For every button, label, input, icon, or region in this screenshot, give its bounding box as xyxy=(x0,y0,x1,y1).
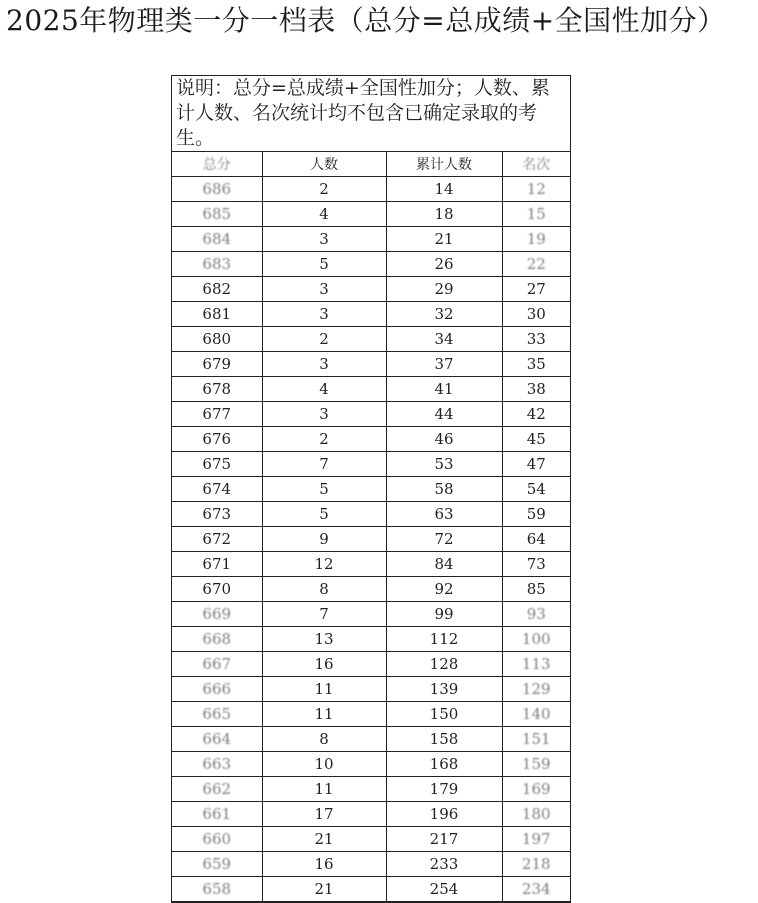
cell-rank: 93 xyxy=(502,602,570,627)
cell-count: 4 xyxy=(262,377,386,402)
cell-rank: 113 xyxy=(502,652,570,677)
table-row xyxy=(172,477,570,502)
table-row xyxy=(172,827,570,852)
cell-rank: 19 xyxy=(502,227,570,252)
cell-score: 665 xyxy=(172,702,262,727)
cell-score: 669 xyxy=(172,602,262,627)
page-title: 2025年物理类一分一档表（总分=总成绩+全国性加分） xyxy=(6,4,726,37)
cell-score: 684 xyxy=(172,227,262,252)
cell-count: 3 xyxy=(262,277,386,302)
cell-cumulative: 99 xyxy=(386,602,502,627)
table-row xyxy=(172,277,570,302)
header-cumulative: 累计人数 xyxy=(386,152,502,177)
cell-cumulative: 37 xyxy=(386,352,502,377)
cell-count: 5 xyxy=(262,477,386,502)
cell-count: 12 xyxy=(262,552,386,577)
cell-rank: 64 xyxy=(502,527,570,552)
cell-score: 675 xyxy=(172,452,262,477)
cell-cumulative: 58 xyxy=(386,477,502,502)
cell-score: 686 xyxy=(172,177,262,202)
cell-score: 668 xyxy=(172,627,262,652)
table-row xyxy=(172,377,570,402)
cell-cumulative: 128 xyxy=(386,652,502,677)
cell-score: 658 xyxy=(172,877,262,902)
cell-score: 682 xyxy=(172,277,262,302)
cell-score: 659 xyxy=(172,852,262,877)
cell-count: 7 xyxy=(262,602,386,627)
cell-rank: 140 xyxy=(502,702,570,727)
table-row xyxy=(172,702,570,727)
cell-rank: 47 xyxy=(502,452,570,477)
cell-count: 2 xyxy=(262,327,386,352)
cell-rank: 27 xyxy=(502,277,570,302)
cell-cumulative: 18 xyxy=(386,202,502,227)
cell-count: 8 xyxy=(262,577,386,602)
cell-cumulative: 41 xyxy=(386,377,502,402)
cell-score: 674 xyxy=(172,477,262,502)
cell-cumulative: 150 xyxy=(386,702,502,727)
cell-score: 681 xyxy=(172,302,262,327)
cell-score: 677 xyxy=(172,402,262,427)
table-row xyxy=(172,727,570,752)
cell-rank: 234 xyxy=(502,877,570,902)
table-row xyxy=(172,852,570,877)
cell-cumulative: 72 xyxy=(386,527,502,552)
cell-rank: 159 xyxy=(502,752,570,777)
cell-rank: 100 xyxy=(502,627,570,652)
cell-rank: 30 xyxy=(502,302,570,327)
header-count: 人数 xyxy=(262,152,386,177)
cell-rank: 22 xyxy=(502,252,570,277)
table-row xyxy=(172,577,570,602)
table-row xyxy=(172,427,570,452)
cell-cumulative: 158 xyxy=(386,727,502,752)
cell-score: 667 xyxy=(172,652,262,677)
table-row xyxy=(172,602,570,627)
cell-count: 11 xyxy=(262,777,386,802)
table-row xyxy=(172,527,570,552)
cell-score: 670 xyxy=(172,577,262,602)
cell-count: 13 xyxy=(262,627,386,652)
table-row xyxy=(172,302,570,327)
cell-rank: 73 xyxy=(502,552,570,577)
cell-rank: 218 xyxy=(502,852,570,877)
cell-count: 8 xyxy=(262,727,386,752)
cell-count: 2 xyxy=(262,427,386,452)
cell-cumulative: 179 xyxy=(386,777,502,802)
cell-count: 4 xyxy=(262,202,386,227)
cell-score: 671 xyxy=(172,552,262,577)
table-row xyxy=(172,677,570,702)
cell-cumulative: 92 xyxy=(386,577,502,602)
cell-cumulative: 32 xyxy=(386,302,502,327)
table-row xyxy=(172,227,570,252)
cell-score: 683 xyxy=(172,252,262,277)
table-row xyxy=(172,877,570,902)
cell-count: 21 xyxy=(262,827,386,852)
cell-rank: 151 xyxy=(502,727,570,752)
cell-rank: 85 xyxy=(502,577,570,602)
table-note: 说明：总分=总成绩+全国性加分；人数、累计人数、名次统计均不包含已确定录取的考生。 xyxy=(172,76,570,152)
cell-score: 678 xyxy=(172,377,262,402)
cell-rank: 197 xyxy=(502,827,570,852)
cell-count: 17 xyxy=(262,802,386,827)
table-row xyxy=(172,652,570,677)
cell-count: 5 xyxy=(262,252,386,277)
cell-cumulative: 53 xyxy=(386,452,502,477)
cell-count: 10 xyxy=(262,752,386,777)
cell-rank: 169 xyxy=(502,777,570,802)
cell-count: 3 xyxy=(262,227,386,252)
cell-score: 663 xyxy=(172,752,262,777)
table-row xyxy=(172,552,570,577)
cell-rank: 54 xyxy=(502,477,570,502)
cell-rank: 33 xyxy=(502,327,570,352)
table-row xyxy=(172,202,570,227)
cell-count: 2 xyxy=(262,177,386,202)
cell-cumulative: 112 xyxy=(386,627,502,652)
table-row xyxy=(172,802,570,827)
table-row xyxy=(172,627,570,652)
table-row xyxy=(172,502,570,527)
cell-cumulative: 84 xyxy=(386,552,502,577)
cell-cumulative: 34 xyxy=(386,327,502,352)
cell-cumulative: 254 xyxy=(386,877,502,902)
cell-rank: 15 xyxy=(502,202,570,227)
cell-cumulative: 46 xyxy=(386,427,502,452)
cell-score: 662 xyxy=(172,777,262,802)
cell-cumulative: 14 xyxy=(386,177,502,202)
cell-score: 685 xyxy=(172,202,262,227)
cell-count: 21 xyxy=(262,877,386,902)
score-grid xyxy=(172,152,570,902)
table-row xyxy=(172,402,570,427)
table-row xyxy=(172,752,570,777)
cell-cumulative: 26 xyxy=(386,252,502,277)
cell-cumulative: 29 xyxy=(386,277,502,302)
cell-count: 11 xyxy=(262,702,386,727)
score-table xyxy=(171,75,571,903)
cell-cumulative: 63 xyxy=(386,502,502,527)
cell-cumulative: 233 xyxy=(386,852,502,877)
cell-rank: 59 xyxy=(502,502,570,527)
cell-score: 679 xyxy=(172,352,262,377)
cell-rank: 38 xyxy=(502,377,570,402)
table-row xyxy=(172,452,570,477)
cell-score: 664 xyxy=(172,727,262,752)
cell-score: 660 xyxy=(172,827,262,852)
cell-count: 3 xyxy=(262,302,386,327)
header-rank: 名次 xyxy=(502,152,570,177)
cell-count: 16 xyxy=(262,652,386,677)
cell-count: 7 xyxy=(262,452,386,477)
cell-count: 11 xyxy=(262,677,386,702)
cell-score: 666 xyxy=(172,677,262,702)
table-row xyxy=(172,777,570,802)
table-row xyxy=(172,252,570,277)
cell-count: 16 xyxy=(262,852,386,877)
cell-cumulative: 217 xyxy=(386,827,502,852)
cell-score: 672 xyxy=(172,527,262,552)
cell-score: 673 xyxy=(172,502,262,527)
cell-cumulative: 44 xyxy=(386,402,502,427)
cell-score: 661 xyxy=(172,802,262,827)
table-row xyxy=(172,177,570,202)
cell-rank: 35 xyxy=(502,352,570,377)
cell-cumulative: 139 xyxy=(386,677,502,702)
cell-rank: 12 xyxy=(502,177,570,202)
table-row xyxy=(172,327,570,352)
cell-cumulative: 196 xyxy=(386,802,502,827)
cell-score: 680 xyxy=(172,327,262,352)
cell-rank: 129 xyxy=(502,677,570,702)
cell-rank: 180 xyxy=(502,802,570,827)
cell-count: 3 xyxy=(262,352,386,377)
table-row xyxy=(172,352,570,377)
cell-rank: 42 xyxy=(502,402,570,427)
cell-count: 5 xyxy=(262,502,386,527)
cell-cumulative: 21 xyxy=(386,227,502,252)
table-header-row xyxy=(172,152,570,177)
cell-cumulative: 168 xyxy=(386,752,502,777)
cell-score: 676 xyxy=(172,427,262,452)
cell-count: 9 xyxy=(262,527,386,552)
cell-count: 3 xyxy=(262,402,386,427)
header-score: 总分 xyxy=(172,152,262,177)
cell-rank: 45 xyxy=(502,427,570,452)
